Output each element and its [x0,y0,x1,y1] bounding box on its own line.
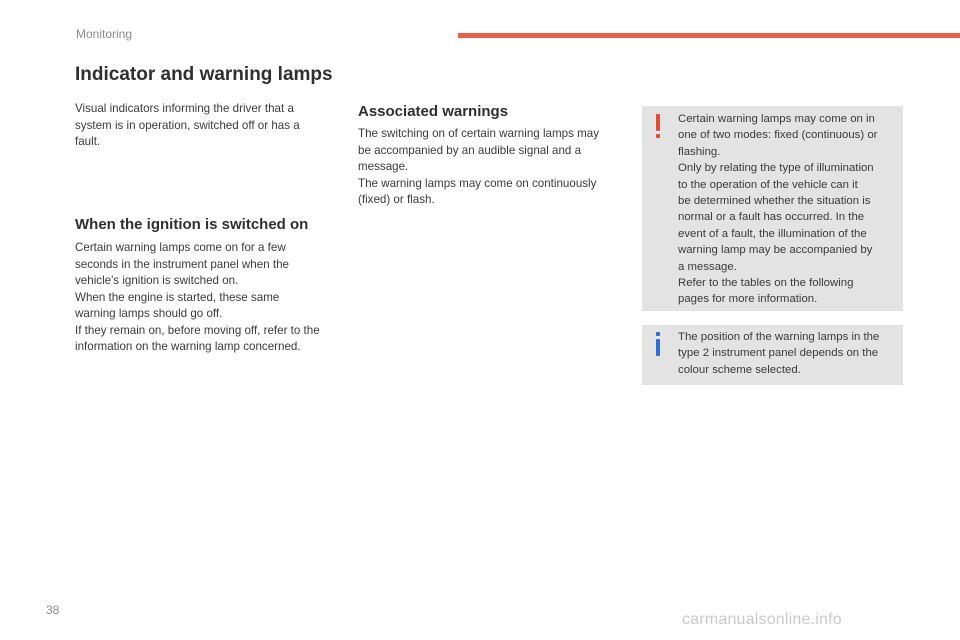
intro-paragraph: Visual indicators informing the driver that a system is in operation, switched off or has a fault. [75,102,300,148]
associated-warnings-paragraph: The switching on of certain warning lamps may be accompanied by an audible signal and a message. The warning lamps may come on continuously (fixed) or flash. [358,127,600,206]
watermark: carmanualsonline.info [682,611,842,628]
header-accent-bar [458,33,960,38]
warning-callout [642,106,903,311]
warning-callout-text: Certain warning lamps may come on in one of two modes: fixed (continuous) or flashing. Only by relating the type of illumination to the operation of the vehicle can it be determined whether the situation is normal or a fault has occurred. In the event of a fault, the illumination of the warning lamp may be accompanied by a message. Refer to the tables on the following pages for more information. [678,113,878,306]
ignition-heading: When the ignition is switched on [75,216,309,233]
info-icon [652,332,664,356]
section-name: Monitoring [76,27,133,41]
associated-warnings-heading: Associated warnings [358,103,509,120]
info-callout-text: The position of the warning lamps in the type 2 instrument panel depends on the colour scheme selected. [678,331,880,376]
exclamation-icon [652,114,664,138]
ignition-paragraph: Certain warning lamps come on for a few seconds in the instrument panel when the vehicle's ignition is switched on. When the engine is started, these same warning lamps should go off. If they remain on, before moving off, refer to the information on the warning lamp concerned. [75,241,320,353]
page-number: 38 [46,603,60,617]
info-callout [642,325,903,385]
page-title: Indicator and warning lamps [75,64,333,85]
